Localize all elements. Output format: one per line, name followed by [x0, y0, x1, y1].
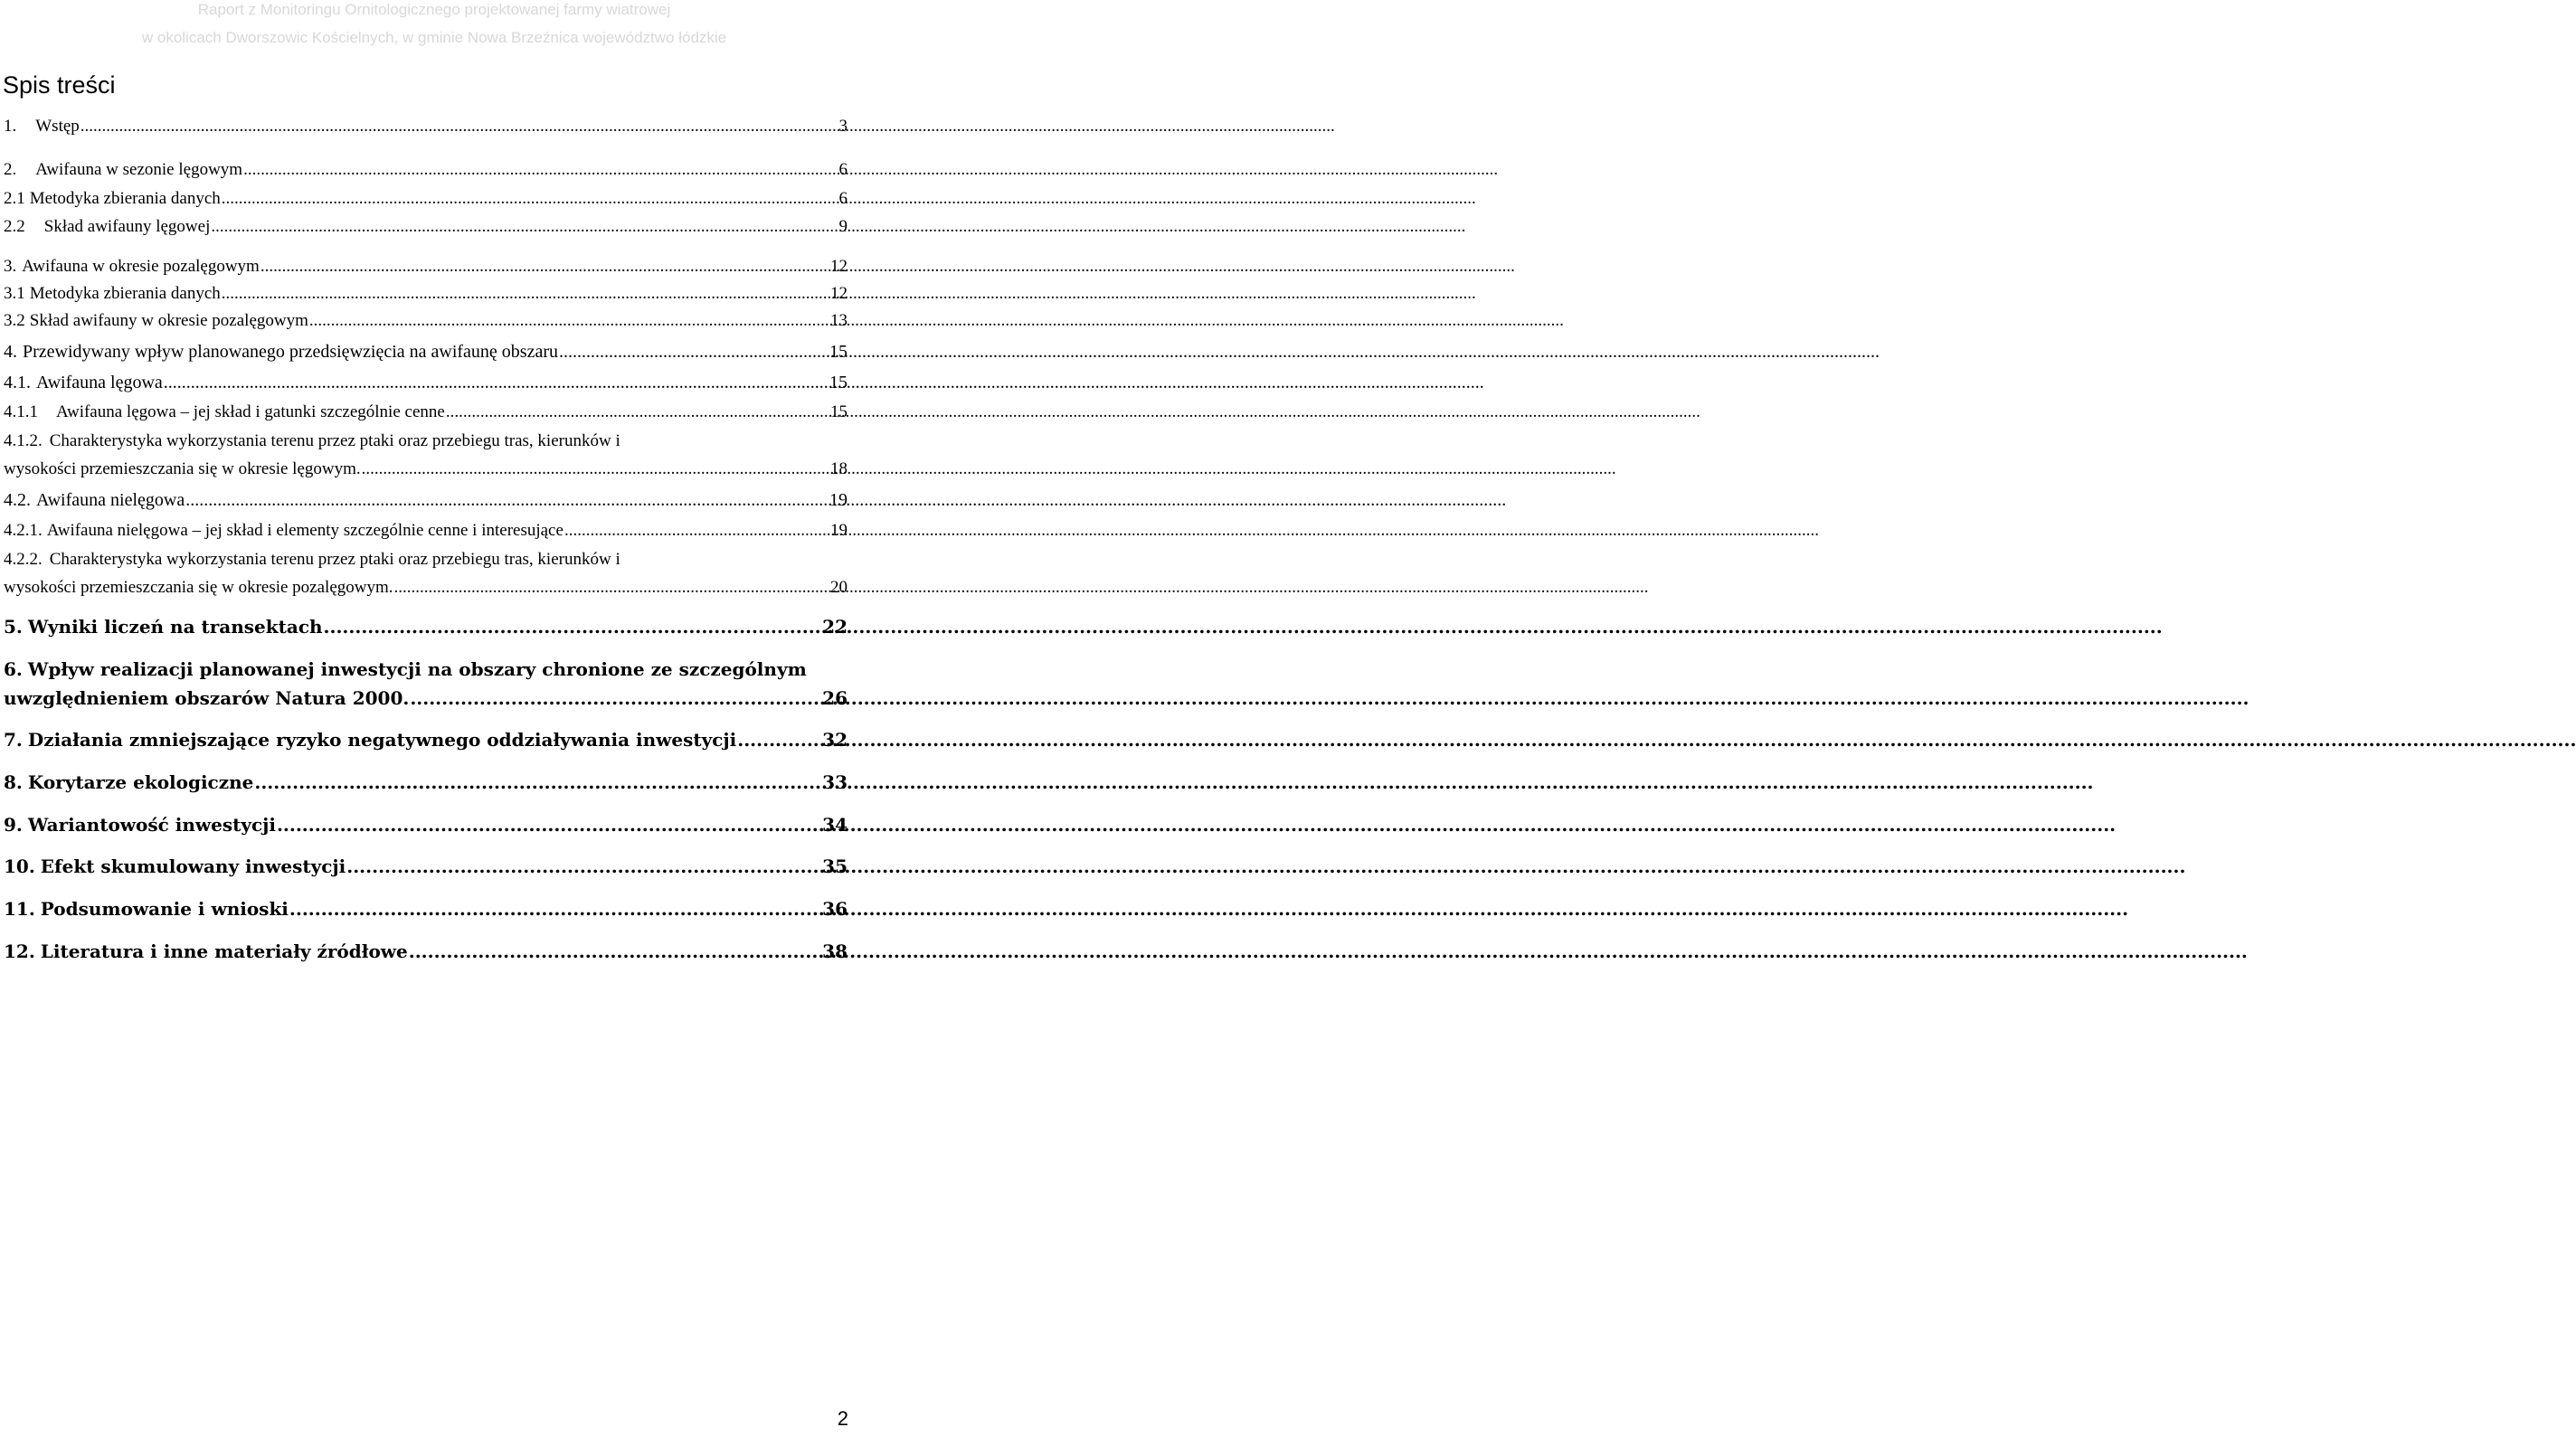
entry-page: 33: [822, 771, 848, 793]
dot-leader: [289, 897, 821, 921]
toc-entry[interactable]: [4, 371, 848, 394]
dot-leader: [394, 576, 829, 600]
entry-text: Metodyka zbierania danych: [29, 284, 221, 303]
entry-text: Wariantowość inwestycji: [27, 814, 276, 836]
entry-text-continued: wysokości przemieszczania się w okresie pozalęgowym.: [4, 578, 393, 597]
entry-number: 4.2.2.: [4, 550, 43, 569]
dot-leader: [260, 255, 829, 279]
dot-leader: [409, 940, 821, 963]
entry-text: Awifauna nielęgowa: [36, 490, 185, 510]
entry-page: 18: [830, 459, 848, 478]
toc-entry[interactable]: [4, 282, 848, 306]
entry-number: 4.: [4, 342, 17, 362]
entry-text: Skład awifauny lęgowej: [43, 217, 211, 236]
entry-text: Charakterystyka wykorzystania terenu przez ptaki oraz przebiegu tras, kierunków i: [49, 550, 620, 569]
entry-number: 4.1.1: [4, 402, 38, 421]
dot-leader: [309, 309, 829, 333]
toc-entry[interactable]: [4, 255, 848, 279]
entry-page: 20: [830, 578, 848, 597]
toc-entry[interactable]: [4, 158, 848, 182]
entry-page: 36: [822, 898, 848, 920]
dot-leader: [446, 401, 829, 424]
entry-text: Awifauna lęgowa: [36, 373, 163, 392]
dot-leader: [211, 215, 838, 239]
entry-text: Awifauna nielęgowa – jej skład i elementy szczególnie cenne i interesujące: [46, 521, 564, 540]
entry-page: 12: [830, 257, 848, 276]
entry-number: 10.: [4, 855, 35, 877]
entry-text-continued: wysokości przemieszczania się w okresie lęgowym.: [4, 459, 361, 478]
running-header: [0, 0, 868, 46]
entry-text-continued: uwzględnieniem obszarów Natura 2000.: [4, 687, 410, 709]
entry-page: 6: [838, 160, 848, 179]
entry-text: Korytarze ekologiczne: [27, 771, 254, 793]
entry-number: 3.1: [4, 284, 25, 303]
entry-number: 8.: [4, 771, 23, 793]
entry-text: Wpływ realizacji planowanej inwestycji na obszary chronione ze szczególnym: [27, 658, 807, 680]
dot-leader: [164, 371, 829, 394]
entry-number: 9.: [4, 814, 23, 836]
entry-text: Charakterystyka wykorzystania terenu przez ptaki oraz przebiegu tras, kierunków i: [49, 431, 620, 450]
dot-leader: [324, 615, 822, 638]
entry-page: 38: [822, 940, 848, 962]
entry-page: 32: [822, 729, 848, 751]
dot-leader: [277, 813, 821, 836]
dot-leader: [254, 770, 821, 794]
entry-number: 4.2.: [4, 490, 31, 510]
entry-page: 9: [838, 217, 848, 236]
entry-text: Działania zmniejszające ryzyko negatywnego oddziaływania inwestycji: [27, 729, 737, 751]
toc-entry[interactable]: [4, 657, 848, 710]
entry-page: 12: [830, 284, 848, 303]
toc-entry[interactable]: [4, 615, 848, 638]
entry-number: 4.1.: [4, 373, 31, 392]
entry-number: 2.1: [4, 189, 25, 208]
entry-text: Metodyka zbierania danych: [29, 189, 221, 208]
entry-text: Przewidywany wpływ planowanego przedsięwzięcia na awifaunę obszaru: [23, 342, 558, 362]
entry-number: 1.: [4, 117, 17, 136]
dot-leader: [222, 282, 829, 306]
header-line-2: w okolicach Dworszowic Kościelnych, w gminie Nowa Brzeźnica województwo łódzkie: [141, 29, 727, 46]
toc-entry[interactable]: [4, 488, 848, 512]
toc-entry[interactable]: [4, 940, 848, 963]
page-number: 2: [837, 1407, 848, 1430]
dot-leader: [80, 115, 838, 138]
entry-number: 3.2: [4, 311, 25, 330]
entry-text: Skład awifauny w okresie pozalęgowym: [29, 311, 308, 330]
toc-entry[interactable]: [4, 430, 848, 481]
entry-text: Efekt skumulowany inwestycji: [40, 855, 346, 877]
entry-number: 3.: [4, 257, 17, 276]
toc-entry[interactable]: [4, 340, 848, 364]
entry-number: 7.: [4, 729, 23, 751]
toc-entry[interactable]: [4, 897, 848, 921]
entry-number: 2.: [4, 160, 17, 179]
entry-page: 15: [830, 402, 848, 421]
entry-page: 22: [822, 616, 848, 638]
dot-leader: [222, 187, 838, 211]
entry-text: Awifauna w sezonie lęgowym: [35, 160, 243, 179]
dot-leader: [243, 158, 838, 182]
entry-page: 26: [822, 687, 848, 709]
entry-number: 4.1.2.: [4, 431, 43, 450]
entry-page: 19: [830, 521, 848, 540]
entry-text: Podsumowanie i wnioski: [40, 898, 289, 920]
entry-page: 15: [829, 342, 848, 362]
entry-text: Awifauna w okresie pozalęgowym: [22, 257, 260, 276]
toc-entry[interactable]: [4, 770, 848, 794]
dot-leader: [737, 728, 821, 751]
toc-entry[interactable]: [4, 728, 848, 751]
entry-number: 12.: [4, 940, 35, 962]
toc-entry[interactable]: [4, 548, 848, 600]
toc-entry[interactable]: [4, 215, 848, 239]
dot-leader: [559, 340, 829, 364]
toc-entry[interactable]: [4, 401, 848, 424]
entry-text: Wyniki liczeń na transektach: [27, 616, 323, 638]
entry-number: 2.2: [4, 217, 25, 236]
toc-entry[interactable]: [4, 309, 848, 333]
dot-leader: [410, 686, 821, 710]
toc-entry[interactable]: [4, 115, 848, 138]
header-line-1: Raport z Monitoringu Ornitologicznego projektowanej farmy wiatrowej: [197, 1, 671, 18]
dot-leader: [346, 855, 821, 878]
entry-page: 13: [830, 311, 848, 330]
entry-number: 5.: [4, 616, 23, 638]
entry-page: 35: [822, 855, 848, 877]
entry-page: 15: [829, 373, 848, 392]
toc-title: Spis treści: [3, 71, 116, 99]
dot-leader: [564, 519, 829, 543]
entry-text: Wstęp: [35, 117, 80, 136]
dot-leader: [362, 458, 829, 481]
entry-number: 11.: [4, 898, 35, 920]
entry-page: 34: [822, 814, 848, 836]
toc-entry[interactable]: [4, 519, 848, 543]
entry-page: 19: [829, 490, 848, 510]
entry-number: 4.2.1.: [4, 521, 43, 540]
entry-page: 3: [838, 117, 848, 136]
entry-text: Literatura i inne materiały źródłowe: [40, 940, 408, 962]
toc-entry[interactable]: [4, 855, 848, 878]
toc-entry[interactable]: [4, 187, 848, 211]
dot-leader: [185, 488, 829, 512]
toc-entry[interactable]: [4, 813, 848, 836]
entry-page: 6: [838, 189, 848, 208]
entry-text: Awifauna lęgowa – jej skład i gatunki szczególnie cenne: [56, 402, 445, 421]
entry-number: 6.: [4, 658, 23, 680]
